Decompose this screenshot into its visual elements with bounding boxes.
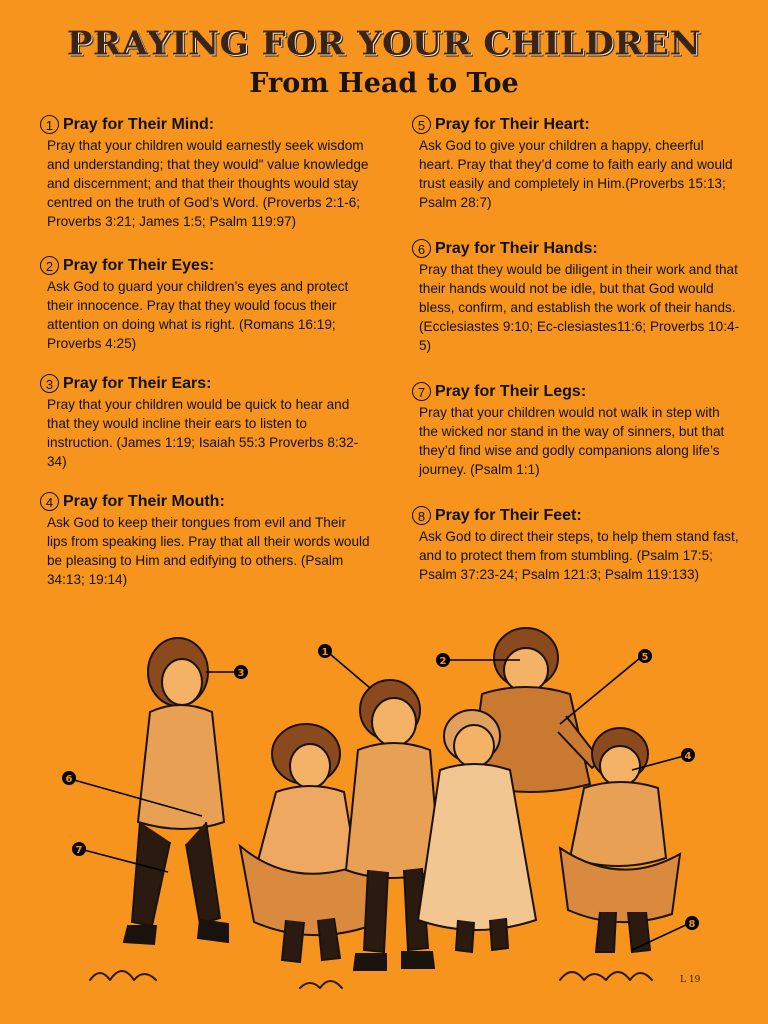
heading-text: Pray for Their Mind: <box>63 116 215 133</box>
number-badge: 5 <box>412 115 431 134</box>
number-badge: 4 <box>40 492 59 511</box>
section-body: Ask God to guard your children’s eyes and protect their innocence. Pray that they would focus their attention on doing what is right. (Romans 16:19; Proverbs 4:25) <box>47 279 349 351</box>
section-body: Ask God to direct their steps, to help them stand fast, and to protect them from stumbling. (Psalm 17:5; Psalm 37:23-24; Psalm 121:3; Psalm 119:133) <box>419 529 739 582</box>
callout-label: 4 <box>684 751 692 762</box>
section-ears <box>40 373 370 471</box>
page-title: PRAYING FOR YOUR CHILDREN <box>66 25 702 63</box>
heading-text: Pray for Their Eyes: <box>63 257 215 274</box>
heading-text: Pray for Their Ears: <box>63 375 212 392</box>
page-subtitle: From Head to Toe <box>249 68 519 99</box>
number-badge: 1 <box>40 115 59 134</box>
section-mind <box>40 114 370 231</box>
section-body: Pray that your children would not walk in step with the wicked nor stand in the way of sinners, but that they’d find wise and godly companions along life’s journey. (Psalm 1:1) <box>419 405 725 477</box>
callout-label: 7 <box>75 845 83 856</box>
section-heading <box>40 255 370 277</box>
section-mouth <box>40 491 370 589</box>
section-body: Ask God to give your children a happy, cheerful heart. Pray that they’d come to faith early and would trust easily and completely in Him.(Proverbs 15:13; Psalm 28:7) <box>419 138 733 210</box>
section-body: Ask God to keep their tongues from evil and Their lips from speaking lies. Pray that all their words would be pleasing to Him and edifying to others. (Psalm 34:13; 19:14) <box>47 515 370 587</box>
child-left <box>124 638 228 944</box>
number-badge: 2 <box>40 256 59 275</box>
callout-label: 3 <box>237 668 245 679</box>
callout-label: 2 <box>439 656 447 667</box>
section-hands <box>412 238 742 355</box>
left-column <box>40 114 370 609</box>
section-body: Pray that your children would be quick to hear and that they would incline their ears to listen to instruction. (James 1:19; Isaiah 55:3 Proverbs 8:32-34) <box>47 397 359 469</box>
section-heading <box>412 114 742 136</box>
callout-5 <box>638 649 652 663</box>
callout-label: 8 <box>688 919 696 930</box>
heading-text: Pray for Their Mouth: <box>63 493 225 510</box>
callout-7 <box>72 842 86 856</box>
section-heading <box>412 381 742 403</box>
callout-2 <box>436 653 450 667</box>
heading-text: Pray for Their Feet: <box>435 507 582 524</box>
section-eyes <box>40 255 370 353</box>
section-heading <box>40 114 370 136</box>
section-heading <box>40 373 370 395</box>
section-heading <box>412 238 742 260</box>
callout-1 <box>318 644 332 658</box>
number-badge: 7 <box>412 382 431 401</box>
callout-label: 1 <box>321 647 329 658</box>
number-badge: 6 <box>412 239 431 258</box>
right-column <box>412 114 742 604</box>
section-heading <box>412 505 742 527</box>
heading-text: Pray for Their Heart: <box>435 116 590 133</box>
number-badge: 8 <box>412 506 431 525</box>
heading-text: Pray for Their Legs: <box>435 383 587 400</box>
callout-label: 6 <box>65 774 73 785</box>
section-body: Pray that your children would earnestly seek wisdom and understanding; that they would" value knowledge and discernment; and that their thoughts would stay centred on the truth of God’s Word. (Proverbs 2:1-6; Proverbs 3:21; James 1:5; Psalm 119:97) <box>47 138 369 229</box>
artist-mark: L 19 <box>680 975 701 985</box>
callout-3 <box>234 665 248 679</box>
section-heading <box>40 491 370 513</box>
number-badge: 3 <box>40 374 59 393</box>
section-heart <box>412 114 742 212</box>
section-legs <box>412 381 742 479</box>
callout-label: 5 <box>641 652 649 663</box>
grass-strokes <box>90 971 652 988</box>
children-illustration <box>0 620 768 1024</box>
callout-8 <box>685 916 699 930</box>
section-body: Pray that they would be diligent in their work and that their hands would not be idle, but that God would bless, confirm, and establish the work of their hands. (Ecclesiastes 9:10; Ec-clesiastes11:6; Proverbs 10:4-5) <box>419 262 740 353</box>
callout-4 <box>681 748 695 762</box>
section-feet <box>412 505 742 584</box>
callout-6 <box>62 771 76 785</box>
heading-text: Pray for Their Hands: <box>435 240 598 257</box>
